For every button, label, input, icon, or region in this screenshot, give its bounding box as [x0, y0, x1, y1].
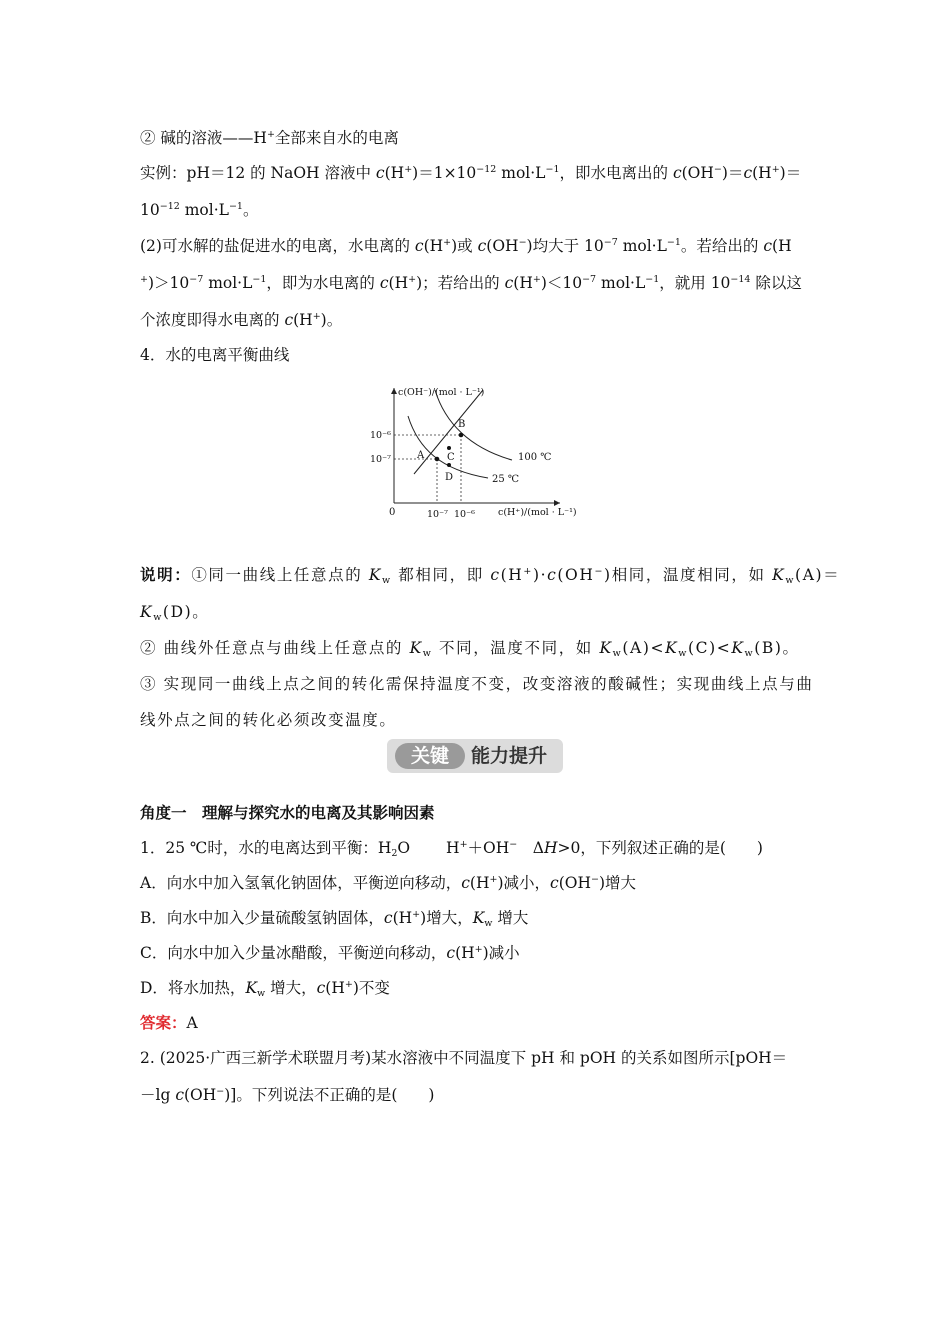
curve-25c-label: 25 ℃	[492, 474, 520, 485]
origin-label: 0	[389, 507, 396, 518]
answer-label: 答案：	[140, 1013, 187, 1032]
paragraph-hydrolysis-cont1: $^+)>10^{-7}$ $mol\cdot L^{-1}$，即为水电离的 c(H+)；若给出的 $c(H^+)<10^{-7}$ $mol\cdot L^{-1}$，就用 $10^{-14}$ 除以这	[140, 274, 802, 292]
paragraph-hydrolysis: (2)可水解的盐促进水的电离，水电离的 c(H+)或 c(OH−)均大于 $10^{-7}$ $mol\cdot L^{-1}$。若给出的 c(H	[140, 237, 792, 255]
example-label: 实例：	[140, 164, 187, 182]
paragraph-example: 实例：pH＝12 的 NaOH 溶液中 $c(H^+)=1\times 10^{-12}$ $mol\cdot L^{-1}$，即水电离出的 c(OH−)＝c(H+)＝	[140, 164, 802, 182]
paragraph-example-cont: $10^{-12}$ $mol\cdot L^{-1}$。	[140, 201, 259, 219]
note-point-3: ③ 实现同一曲线上点之间的转化需保持温度不变，改变溶液的酸碱性；实现曲线上点与曲	[140, 675, 814, 693]
option-b: B．向水中加入少量硫酸氢钠固体，c(H+)增大，$K_w$ 增大	[140, 909, 529, 929]
question-1: 1．25 ℃时，水的电离达到平衡：$H_2O$ H+＋OH− ΔH>0，下列叙述正确的是( )	[140, 839, 763, 859]
note-label: 说明：	[140, 565, 192, 584]
point-c-label: C	[447, 452, 455, 463]
angle-title: 角度一 理解与探究水的电离及其影响因素	[140, 803, 435, 822]
note-point-1-cont: $K_w(D)$。	[140, 603, 210, 623]
question-2-tail: )]。下列说法不正确的是( )	[224, 1086, 435, 1104]
banner-tag: 关键	[395, 743, 465, 769]
point-d-label: D	[445, 472, 454, 483]
answer-line	[140, 1013, 198, 1033]
y-axis-label: c(OH⁻)/(mol · L⁻¹)	[398, 387, 485, 398]
point-a-dot	[435, 457, 440, 462]
point-d-dot	[447, 463, 451, 467]
x-tick-10-7: 10⁻⁷	[427, 509, 448, 520]
answer-value: A	[186, 1014, 198, 1032]
water-ionization-curve-figure	[360, 378, 600, 528]
option-d: D．将水加热，$K_w$ 增大，c(H+)不变	[140, 979, 390, 999]
point-c-dot	[447, 446, 451, 450]
y-tick-10-6: 10⁻⁶	[370, 430, 391, 441]
key-ability-banner	[387, 739, 563, 773]
note-point-1: 说明：①同一曲线上任意点的 $K_w$ 都相同，即 c(H+)·c(OH−)相同，温度相同，如 $K_w(A)=$	[140, 565, 841, 586]
note-point-2: ② 曲线外任意点与曲线上任意点的 $K_w$ 不同，温度不同，如 $K_w(A)<K_w(C)<K_w(B)$。	[140, 639, 800, 659]
banner-title: 能力提升	[471, 745, 548, 767]
option-c: C．向水中加入少量冰醋酸，平衡逆向移动，c(H+)减小	[140, 944, 520, 962]
point-b-label: B	[458, 419, 466, 430]
question-2: 2. (2025·广西三新学术联盟月考)某水溶液中不同温度下 pH 和 pOH 的关系如图所示[pOH＝	[140, 1049, 788, 1067]
y-tick-10-7: 10⁻⁷	[370, 454, 391, 465]
question-2-cont: －lg c(OH−)]。下列说法不正确的是( )	[140, 1086, 435, 1104]
x-tick-10-6: 10⁻⁶	[454, 509, 475, 520]
section-title: 4．水的电离平衡曲线	[140, 346, 290, 364]
paragraph-base-solution: ② 碱的溶液——H+全部来自水的电离	[140, 129, 399, 147]
x-axis-label: c(H⁺)/(mol · L⁻¹)	[498, 507, 577, 518]
base-solution-text: ② 碱的溶液——H	[140, 129, 267, 147]
curve-100c	[435, 390, 512, 460]
option-a: A．向水中加入氢氧化钠固体，平衡逆向移动，c(H+)减小，c(OH−)增大	[140, 874, 636, 892]
point-b-dot	[459, 433, 464, 438]
paragraph-hydrolysis-cont2: 个浓度即得水电离的 c(H+)。	[140, 311, 343, 329]
note-point-3-cont: 线外点之间的转化必须改变温度。	[140, 711, 397, 729]
curve-100c-label: 100 ℃	[518, 452, 552, 463]
point-a-label: A	[417, 450, 425, 461]
